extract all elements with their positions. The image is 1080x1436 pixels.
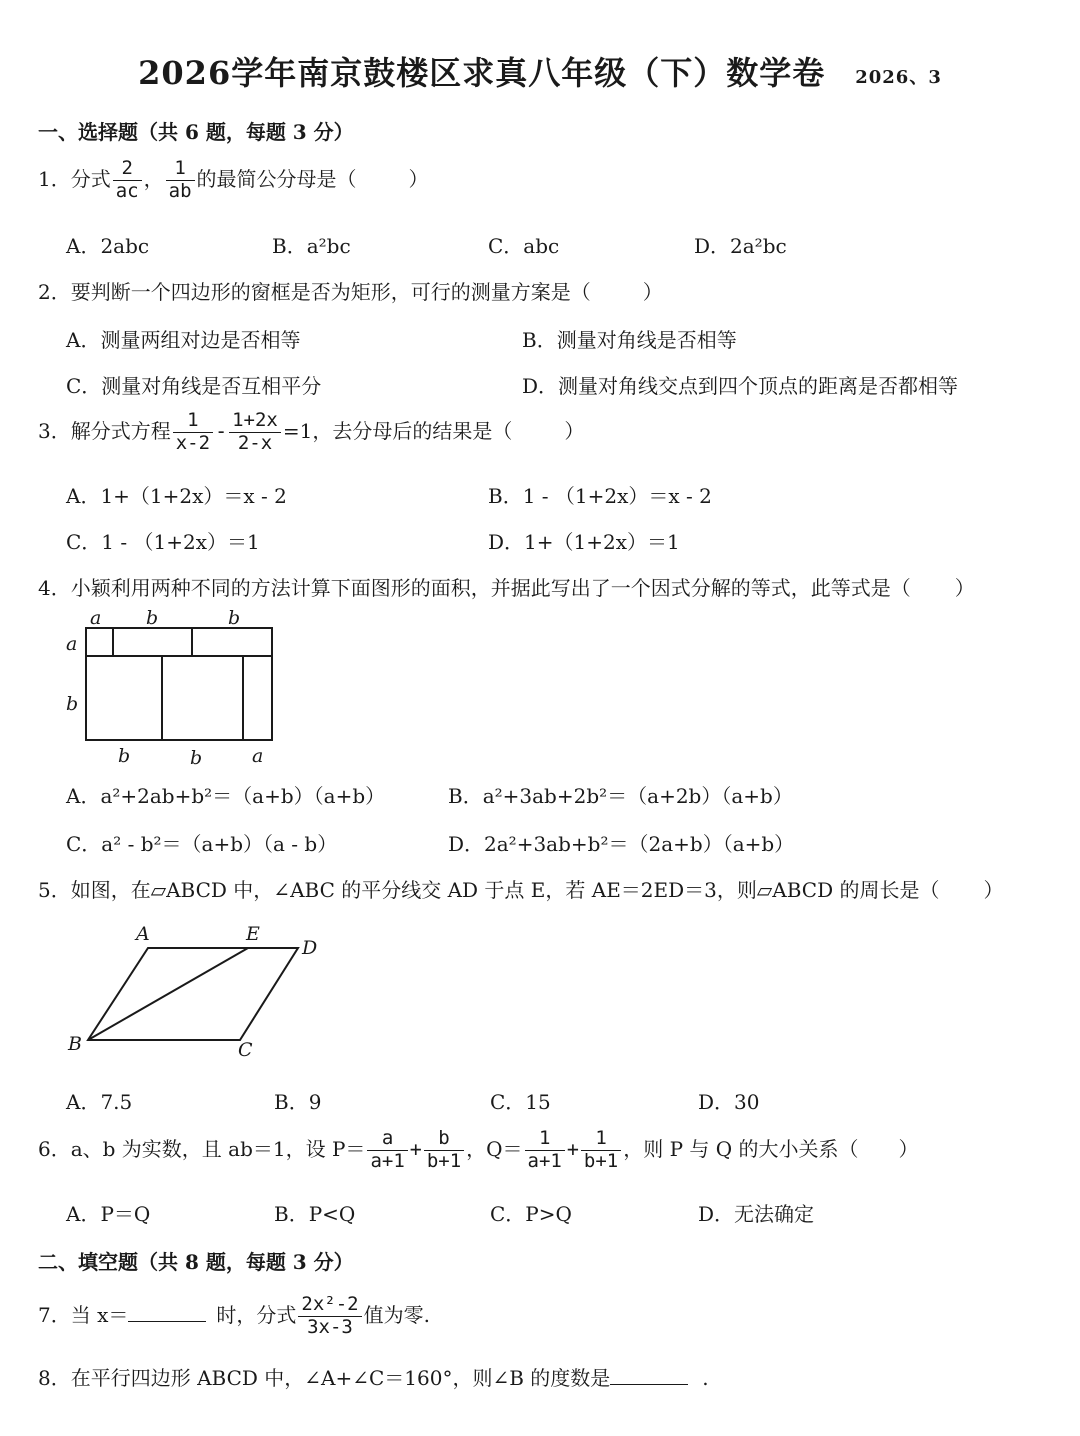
- question-8: [38, 1362, 709, 1391]
- q6-plus-1: +: [409, 1136, 422, 1161]
- question-3: [38, 410, 584, 455]
- q4-bottom-label-b1: b: [118, 745, 131, 767]
- q7-fraction: [298, 1294, 361, 1339]
- q4-text: 4．小颖利用两种不同的方法计算下面图形的面积，并据此写出了一个因式分解的等式，此等式是（: [38, 576, 911, 600]
- q3-option-b: B．1 - （1+2x）＝x - 2: [488, 484, 712, 508]
- q1-fraction-2: [166, 158, 195, 203]
- q5-option-d: D．30: [698, 1090, 760, 1114]
- question-1: [38, 158, 429, 203]
- q1-f1-den: ac: [115, 179, 139, 202]
- q8-suffix: .: [702, 1366, 709, 1390]
- q4-close: ）: [954, 576, 975, 600]
- q6-q1-den: a+1: [527, 1149, 562, 1172]
- title-text: 2026学年南京鼓楼区求真八年级（下）数学卷: [138, 54, 826, 92]
- q4-left-label-a: a: [66, 633, 78, 655]
- question-6: [38, 1128, 919, 1173]
- q6-q1-num: 1: [525, 1128, 565, 1151]
- q1-f1-num: 2: [113, 158, 142, 181]
- q6-option-c: C．P>Q: [490, 1202, 572, 1226]
- q3-f1-num: 1: [173, 410, 213, 433]
- q3-minus: -: [215, 418, 228, 443]
- q1-fraction-1: [113, 158, 142, 203]
- q3-option-a: A．1+（1+2x）＝x - 2: [66, 484, 287, 508]
- q7-suffix: 值为零.: [363, 1302, 430, 1327]
- q5-option-b: B．9: [274, 1090, 322, 1114]
- q1-number: 1．: [38, 166, 71, 191]
- question-5: [38, 874, 1003, 903]
- q6-mid: ，Q＝: [466, 1136, 523, 1161]
- q3-option-c: C．1 - （1+2x）＝1: [66, 530, 260, 554]
- q6-p2-num: b: [424, 1128, 464, 1151]
- title-date: 2026、3: [855, 66, 942, 88]
- q4-option-d: D．2a²+3ab+b²＝（2a+b）（a+b）: [448, 832, 795, 856]
- section-heading-choice: 一、选择题（共 6 题，每题 3 分）: [38, 120, 354, 144]
- q1-close: ）: [408, 166, 429, 191]
- q6-p-fraction-1: [367, 1128, 407, 1173]
- q5-label-e: E: [246, 923, 260, 945]
- q6-p-fraction-2: [424, 1128, 464, 1173]
- q4-top-label-b1: b: [146, 607, 159, 629]
- q1-suffix: 的最简公分母是（: [196, 166, 357, 191]
- q5-parallelogram: [88, 948, 298, 1040]
- q6-option-a: A．P＝Q: [66, 1202, 151, 1226]
- q6-p1-num: a: [367, 1128, 407, 1151]
- q6-option-b: B．P<Q: [274, 1202, 356, 1226]
- q5-label-c: C: [238, 1039, 253, 1061]
- q5-parallelogram-figure: [60, 916, 340, 1066]
- q8-prefix: 8．在平行四边形 ABCD 中，∠A+∠C＝160°，则∠B 的度数是: [38, 1366, 611, 1390]
- q6-suffix: ，则 P 与 Q 的大小关系（: [623, 1136, 859, 1161]
- q6-option-d: D．无法确定: [698, 1202, 815, 1226]
- q4-option-a: A．a²+2ab+b²＝（a+b）（a+b）: [66, 784, 386, 808]
- q3-close: ）: [564, 418, 585, 443]
- q3-f2-num: 1+2x: [229, 410, 281, 433]
- q6-close: ）: [898, 1136, 919, 1161]
- q3-option-d: D．1+（1+2x）＝1: [488, 530, 680, 554]
- question-2: [38, 276, 663, 305]
- q5-option-c: C．15: [490, 1090, 551, 1114]
- q6-prefix: 6．a、b 为实数，且 ab＝1，设 P＝: [38, 1136, 366, 1161]
- q2-option-c: C．测量对角线是否互相平分: [66, 374, 322, 398]
- q2-option-a: A．测量两组对边是否相等: [66, 328, 301, 352]
- q1-f2-den: ab: [168, 179, 192, 202]
- question-4: [38, 572, 975, 601]
- q4-area-figure: [60, 604, 290, 774]
- q7-f-num: 2x²-2: [298, 1294, 361, 1317]
- q7-prefix: 7．当 x＝: [38, 1302, 129, 1327]
- q6-q2-den: b+1: [583, 1149, 619, 1172]
- q5-label-a: A: [136, 923, 150, 945]
- q6-p2-den: b+1: [426, 1149, 462, 1172]
- q5-label-d: D: [302, 937, 318, 959]
- q3-suffix: =1，去分母后的结果是（: [282, 418, 513, 443]
- section-heading-fill: 二、填空题（共 8 题，每题 3 分）: [38, 1250, 354, 1274]
- q3-f2-den: 2-x: [237, 431, 273, 454]
- q5-option-a: A．7.5: [66, 1090, 133, 1114]
- q1-option-b: B．a²bc: [272, 234, 351, 258]
- q4-top-label-b2: b: [228, 607, 241, 629]
- q4-top-label-a: a: [90, 607, 102, 629]
- page-title: [0, 48, 1080, 94]
- q1-option-c: C．abc: [488, 234, 560, 258]
- q5-label-b: B: [68, 1033, 82, 1055]
- q4-left-label-b: b: [66, 693, 79, 715]
- q6-q-fraction-2: [581, 1128, 621, 1173]
- q1-option-d: D．2a²bc: [694, 234, 787, 258]
- q8-answer-blank[interactable]: [610, 1366, 688, 1385]
- q1-option-a: A．2abc: [66, 234, 150, 258]
- q3-prefix: 解分式方程: [70, 418, 171, 443]
- q1-sep: ，: [143, 166, 164, 191]
- q6-plus-2: +: [566, 1136, 579, 1161]
- q3-fraction-1: [173, 410, 213, 455]
- question-7: [38, 1294, 430, 1339]
- q5-text: 5．如图，在▱ABCD 中，∠ABC 的平分线交 AD 于点 E，若 AE＝2ED＝3，则▱ABCD 的周长是（: [38, 878, 940, 902]
- q5-bisector-be: [88, 948, 248, 1040]
- q6-p1-den: a+1: [370, 1149, 405, 1172]
- q2-text: 2．要判断一个四边形的窗框是否为矩形，可行的测量方案是（: [38, 280, 591, 304]
- q7-answer-blank[interactable]: [128, 1303, 206, 1322]
- q4-bottom-label-b2: b: [190, 747, 203, 769]
- q3-number: 3．: [38, 418, 71, 443]
- q7-mid: 时，分式: [216, 1302, 297, 1327]
- q3-f1-den: x-2: [175, 431, 211, 454]
- q2-option-d: D．测量对角线交点到四个顶点的距离是否都相等: [522, 374, 959, 398]
- q4-option-c: C．a² - b²＝（a+b）（a - b）: [66, 832, 338, 856]
- q4-bottom-label-a: a: [252, 745, 264, 767]
- q4-option-b: B．a²+3ab+2b²＝（a+2b）（a+b）: [448, 784, 793, 808]
- q7-f-den: 3x-3: [307, 1315, 353, 1338]
- q2-close: ）: [642, 280, 663, 304]
- q6-q2-num: 1: [581, 1128, 621, 1151]
- q3-fraction-2: [229, 410, 281, 455]
- q1-f2-num: 1: [166, 158, 195, 181]
- q5-close: ）: [983, 878, 1004, 902]
- q2-option-b: B．测量对角线是否相等: [522, 328, 737, 352]
- q6-q-fraction-1: [525, 1128, 565, 1173]
- q1-prefix: 分式: [70, 166, 111, 191]
